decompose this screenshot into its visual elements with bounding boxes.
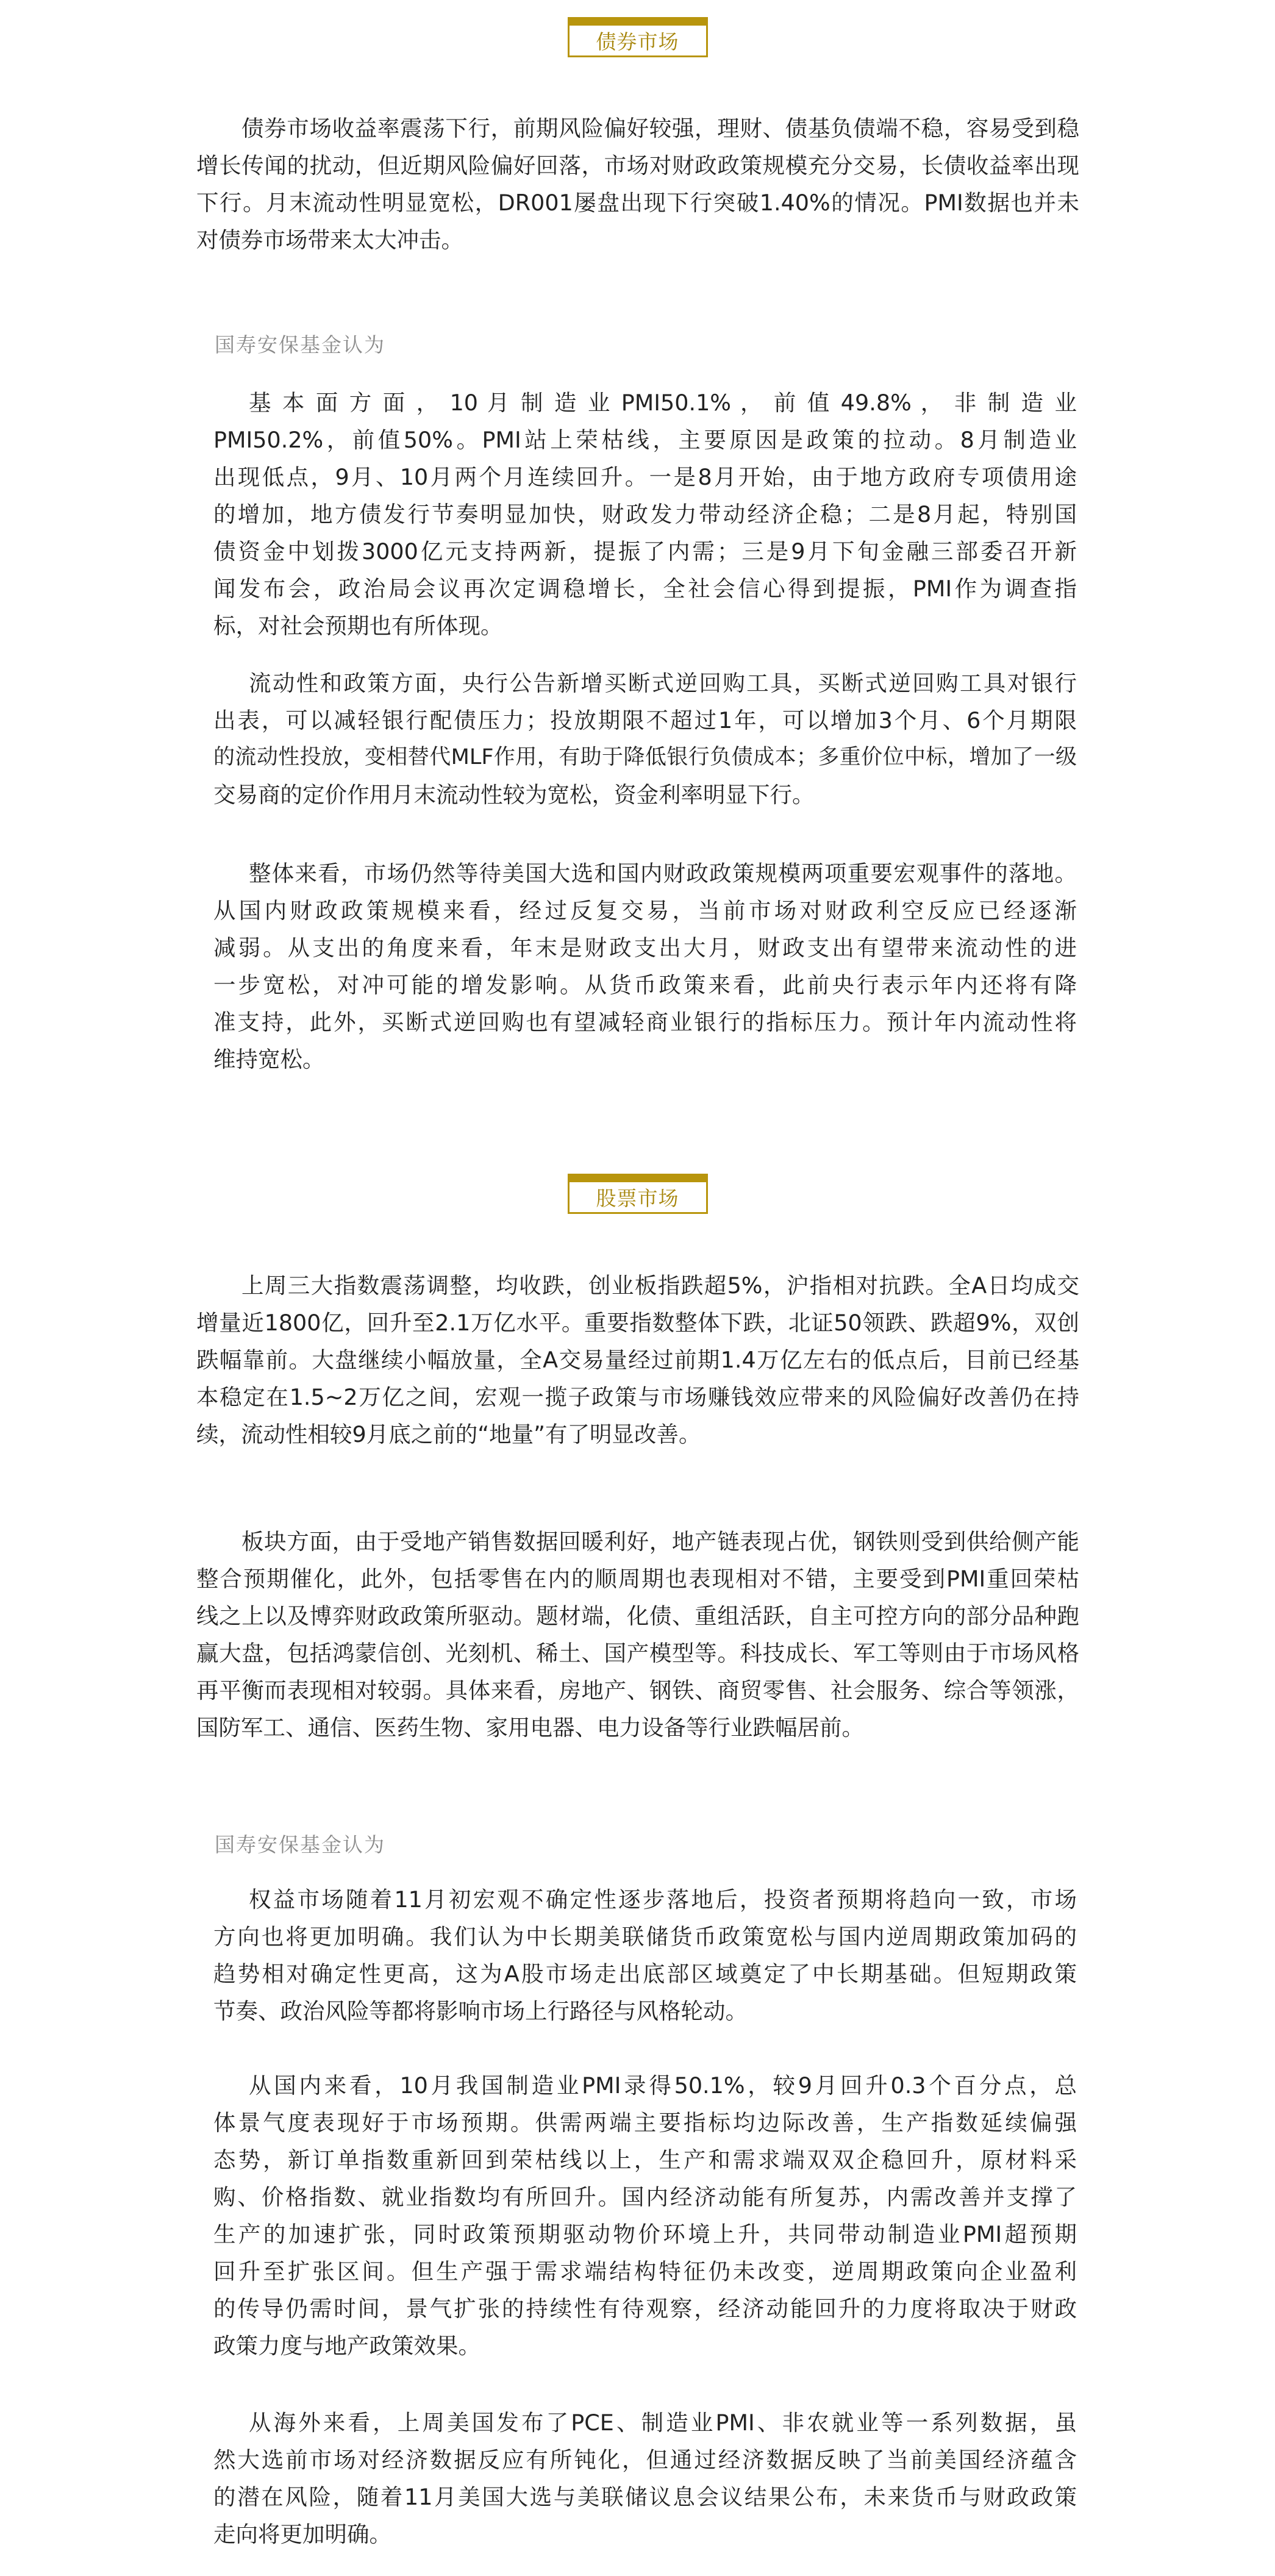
text-line: 趋势相对确定性更高，这为A股市场走出底部区域奠定了中长期基础。但短期政策: [213, 1961, 1077, 1987]
text-line: 跌幅靠前。大盘继续小幅放量，全A交易量经过前期1.4万亿左右的低点后，目前已经基: [196, 1347, 1079, 1373]
text-line: 态势，新订单指数重新回到荣枯线以上，生产和需求端双双企稳回升，原材料采: [213, 2147, 1077, 2173]
text-line: 的流动性投放，变相替代MLF作用，有助于降低银行负债成本；多重价位中标，增加了一级: [213, 745, 1077, 769]
text-line: 从国内来看，10月我国制造业PMI录得50.1%，较9月回升0.3个百分点，总: [249, 2072, 1077, 2099]
bond-title-text: 债券市场: [596, 30, 679, 54]
bond-view-label: 国寿安保基金认为: [215, 333, 385, 357]
stock-section-title: [568, 1174, 708, 1214]
text-line: 增量近1800亿，回升至2.1万亿水平。重要指数整体下跌，北证50领跌、跌超9%，双创: [196, 1310, 1079, 1336]
stock-paragraph-2: [213, 2067, 1077, 2364]
text-line: 债券市场收益率震荡下行，前期风险偏好较强，理财、债基负债端不稳，容易受到稳: [241, 115, 1079, 141]
text-line: 出表，可以减轻银行配债压力；投放期限不超过1年，可以增加3个月、6个月期限: [213, 707, 1077, 733]
text-line: 对债券市场带来太大冲击。: [196, 227, 463, 253]
stock-sector-paragraph: [196, 1523, 1079, 1746]
bond-intro-paragraph: [196, 110, 1079, 259]
text-line: 交易商的定价作用月末流动性较为宽松，资金利率明显下行。: [213, 782, 815, 808]
text-line: 续，流动性相较9月底之前的“地量”有了明显改善。: [196, 1421, 701, 1447]
text-line: 再平衡而表现相对较弱。具体来看，房地产、钢铁、商贸零售、社会服务、综合等领涨，: [196, 1677, 1079, 1704]
text-line: 维持宽松。: [213, 1046, 325, 1072]
text-line: 购、价格指数、就业指数均有所回升。国内经济动能有所复苏，内需改善并支撑了: [213, 2184, 1077, 2210]
text-line: 标，对社会预期也有所体现。: [213, 613, 503, 639]
text-line: 的增加，地方债发行节奏明显加快，财政发力带动经济企稳；二是8月起，特别国: [213, 501, 1077, 527]
stock-paragraph-3: [213, 2404, 1077, 2553]
text-line: 的传导仍需时间，景气扩张的持续性有待观察，经济动能回升的力度将取决于财政: [213, 2296, 1077, 2322]
text-line: 本稳定在1.5~2万亿之间，宏观一揽子政策与市场赚钱效应带来的风险偏好改善仍在持: [196, 1384, 1079, 1410]
text-line: 增长传闻的扰动，但近期风险偏好回落，市场对财政政策规模充分交易，长债收益率出现: [196, 152, 1079, 179]
bond-section-title: [568, 17, 708, 57]
text-line: 从海外来看，上周美国发布了PCE、制造业PMI、非农就业等一系列数据，虽: [249, 2410, 1077, 2436]
text-line: 回升至扩张区间。但生产强于需求端结构特征仍未改变，逆周期政策向企业盈利: [213, 2258, 1077, 2285]
text-line: 方向也将更加明确。我们认为中长期美联储货币政策宽松与国内逆周期政策加码的: [213, 1924, 1077, 1950]
text-line: 节奏、政治风险等都将影响市场上行路径与风格轮动。: [213, 1998, 748, 2024]
stock-title-text: 股票市场: [596, 1186, 679, 1210]
text-line: 的潜在风险，随着11月美国大选与美联储议息会议结果公布，未来货币与财政政策: [213, 2484, 1077, 2510]
bond-paragraph-3: [213, 855, 1077, 1078]
text-line: 权益市场随着11月初宏观不确定性逐步落地后，投资者预期将趋向一致，市场: [249, 1886, 1077, 1913]
text-line: 国防军工、通信、医药生物、家用电器、电力设备等行业跌幅居前。: [196, 1714, 864, 1741]
stock-view-label: 国寿安保基金认为: [215, 1833, 385, 1857]
text-line: 走向将更加明确。: [213, 2521, 391, 2547]
text-line: 线之上以及博弈财政政策所驱动。题材端，化债、重组活跃，自主可控方向的部分品种跑: [196, 1603, 1079, 1629]
text-line: PMI50.2%，前值50%。PMI站上荣枯线，主要原因是政策的拉动。8月制造业: [213, 427, 1077, 453]
text-line: 准支持，此外，买断式逆回购也有望减轻商业银行的指标压力。预计年内流动性将: [213, 1009, 1077, 1035]
text-line: 整体来看，市场仍然等待美国大选和国内财政政策规模两项重要宏观事件的落地。: [249, 860, 1077, 887]
text-line: 流动性和政策方面，央行公告新增买断式逆回购工具，买断式逆回购工具对银行: [249, 670, 1077, 696]
text-line: 一步宽松，对冲可能的增发影响。从货币政策来看，此前央行表示年内还将有降: [213, 972, 1077, 998]
text-line: 板块方面，由于受地产销售数据回暖利好，地产链表现占优，钢铁则受到供给侧产能: [241, 1529, 1079, 1555]
bond-paragraph-1: [213, 384, 1077, 644]
text-line: 上周三大指数震荡调整，均收跌，创业板指跌超5%，沪指相对抗跌。全A日均成交: [241, 1272, 1079, 1299]
text-line: 出现低点，9月、10月两个月连续回升。一是8月开始，由于地方政府专项债用途: [213, 464, 1077, 490]
text-line: 下行。月末流动性明显宽松，DR001屡盘出现下行突破1.40%的情况。PMI数据也并未: [196, 190, 1079, 216]
text-line: 赢大盘，包括鸿蒙信创、光刻机、稀土、国产模型等。科技成长、军工等则由于市场风格: [196, 1640, 1079, 1666]
text-line: 债资金中划拨3000亿元支持两新，提振了内需；三是9月下旬金融三部委召开新: [213, 538, 1077, 565]
text-line: 整合预期催化，此外，包括零售在内的顺周期也表现相对不错，主要受到PMI重回荣枯: [196, 1566, 1079, 1592]
text-line: 减弱。从支出的角度来看，年末是财政支出大月，财政支出有望带来流动性的进: [213, 935, 1077, 961]
bond-paragraph-2: [213, 665, 1077, 813]
text-line: 闻发布会，政治局会议再次定调稳增长，全社会信心得到提振，PMI作为调查指: [213, 576, 1077, 602]
stock-intro-paragraph: [196, 1267, 1079, 1453]
text-line: 然大选前市场对经济数据反应有所钝化，但通过经济数据反映了当前美国经济蕴含: [213, 2447, 1077, 2473]
stock-paragraph-1: [213, 1881, 1077, 2030]
text-line: 生产的加速扩张，同时政策预期驱动物价环境上升，共同带动制造业PMI超预期: [213, 2221, 1077, 2247]
text-line: 从国内财政政策规模来看，经过反复交易，当前市场对财政利空反应已经逐渐: [213, 897, 1077, 924]
text-line: 体景气度表现好于市场预期。供需两端主要指标均边际改善，生产指数延续偏强: [213, 2110, 1077, 2136]
text-line: 政策力度与地产政策效果。: [213, 2333, 480, 2359]
text-line: 基 本 面 方 面 ， 10 月 制 造 业 PMI50.1% ， 前 值 49.8% ， 非 制 造 业: [249, 390, 1077, 416]
